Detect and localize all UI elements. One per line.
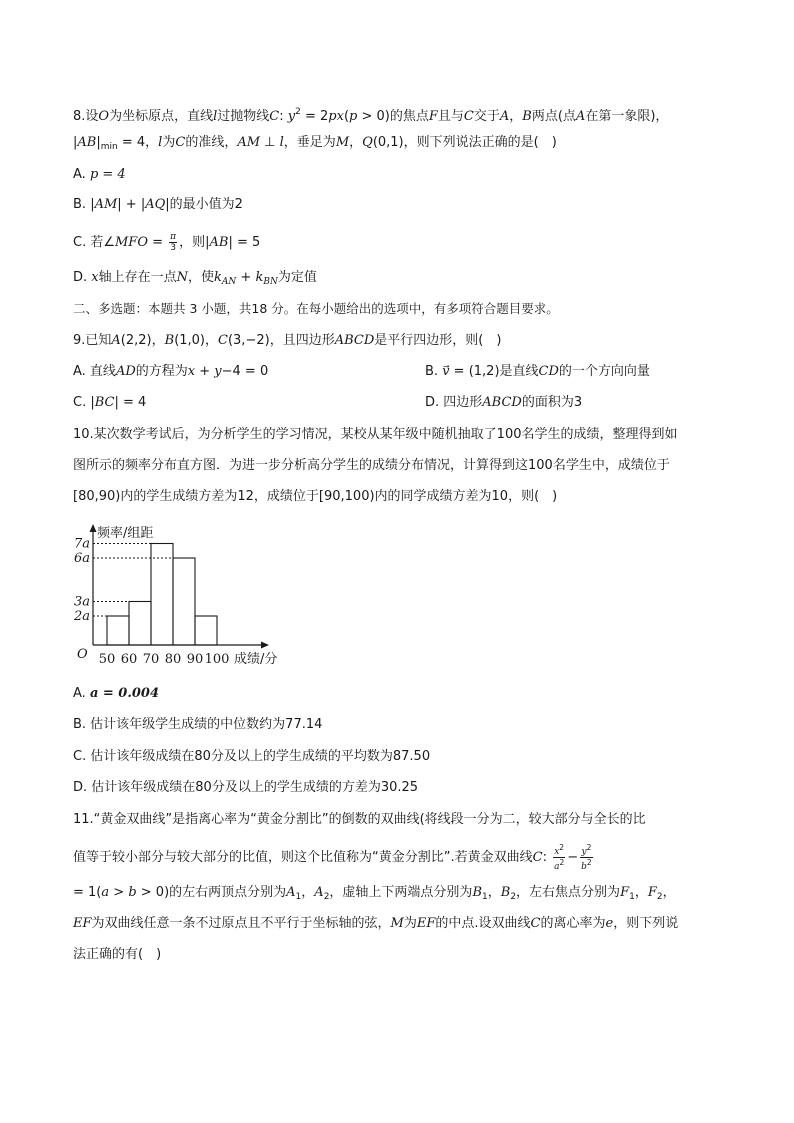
y-tick-label-1: 2a [73,609,90,624]
x-tick-label-4: 80 [164,652,182,667]
q11-line-1: 11.“黄金双曲线”是指离心率为“黄金分割比”的倒数的双曲线(将线段一分为二，较大部分与全长的比 [73,812,646,827]
q9-stem: 9.已知A(2,2)，B(1,0)，C(3,−2)，且四边形ABCD是平行四边形，则( ) [73,333,502,348]
x-axis-arrow [261,642,269,649]
y-tick-label-3: 6a [73,551,90,566]
bars [107,544,217,646]
q9-options-row-2 [73,394,583,412]
q10-line-1: 10.某次数学考试后，为分析学生的学习情况，某校从某年级中随机抽取了100名学生的成绩，整理得到如 [73,427,678,442]
histogram-bar-4 [173,558,195,645]
q11-line-3: = 1(a > b > 0)的左右两顶点分别为$A_1$，$A_2$，虚轴上下两端点分别为$B_1$，$B_2$，左右焦点分别为$F_1$，$F_2$， [73,885,676,902]
y-dashed-guides [93,544,173,617]
origin-label: O [77,647,88,662]
q10-option-a: A. a = 0.004 [73,686,160,701]
x-tick-label-1: 50 [98,652,116,667]
x-tick-label-3: 70 [142,652,160,667]
q10-option-b: B. 估计该年级学生成绩的中位数约为77.14 [73,717,323,732]
q9-option-c: C. |BC| = 4 [73,395,147,410]
q9-option-d: D. 四边形ABCD的面积为3 [425,395,583,410]
axes [90,524,270,649]
y-tick-label-2: 3a [73,594,90,610]
q8-option-b: B. |AM| + |AQ|的最小值为2 [73,197,243,212]
q8-line-2: $|AB|_{min} = 4$，l为C的准线，AM ⊥ l，垂足为M，Q(0,1)，则下列说法正确的是( ) [73,135,557,152]
q8-option-d: D. x轴上存在一点N，使$k_{AN} + k_{BN}$为定值 [73,270,317,287]
q11-line-5: 法正确的有( ) [73,947,162,962]
x-tick-label-6: 100 [204,652,230,667]
histogram-bar-5 [195,616,217,645]
q8-option-a: A. p = 4 [73,167,126,182]
q9-option-a: A. 直线AD的方程为x + y−4 = 0 [73,364,269,379]
frequency-histogram [73,520,303,670]
section-heading: 二、多选题：本题共 3 小题，共18 分。在每小题给出的选项中，有多项符合题目要求。 [73,301,559,316]
q11-line-2: 值等于较小部分与较大部分的比值，则这个比值称为“黄金分割比”.若黄金双曲线C: $\frac{x^2}{a^2}$ − $\frac{y^2}{b^2}$ [73,843,592,872]
q9-options-row-1 [73,363,650,381]
q8-line-1: 8.设O为坐标原点，直线l过抛物线C: $y^2 = 2px(p > 0)$的焦点F且与C交于A，B两点(点A在第一象限)， [73,107,669,124]
x-tick-label-2: 60 [120,652,138,667]
y-tick-label-4: 7a [73,536,90,552]
q11-line-4: EF为双曲线任意一条不过原点且不平行于坐标轴的弦，M为EF的中点.设双曲线C的离心率为e，则下列说 [73,916,679,931]
histogram-bar-2 [129,602,151,646]
x-axis-label: 成绩/分 [234,652,278,667]
q9-option-b: B. v⃗ = (1,2)是直线CD的一个方向向量 [425,364,650,379]
y-axis-arrow [90,524,97,532]
q10-option-d: D. 估计该年级成绩在80分及以上的学生成绩的方差为30.25 [73,780,419,795]
y-tick-labels [73,537,90,625]
q10-line-3: [80,90)内的学生成绩方差为12，成绩位于[90,100)内的同学成绩方差为10，则( ) [73,489,558,504]
histogram-bar-3 [151,544,173,646]
q10-line-2: 图所示的频率分布直方图．为进一步分析高分学生的成绩分布情况，计算得到这100名学生中，成绩位于 [73,458,670,473]
x-tick-label-5: 90 [186,652,204,667]
q10-option-c: C. 估计该年级成绩在80分及以上的学生成绩的平均数为87.50 [73,749,431,764]
x-tick-labels [99,652,230,667]
histogram-bar-1 [107,616,129,645]
y-axis-label: 频率/组距 [97,526,154,541]
q8-option-c: C. 若∠MFO = $\frac{\pi}{3}$ ，则|AB| = 5 [73,232,261,253]
